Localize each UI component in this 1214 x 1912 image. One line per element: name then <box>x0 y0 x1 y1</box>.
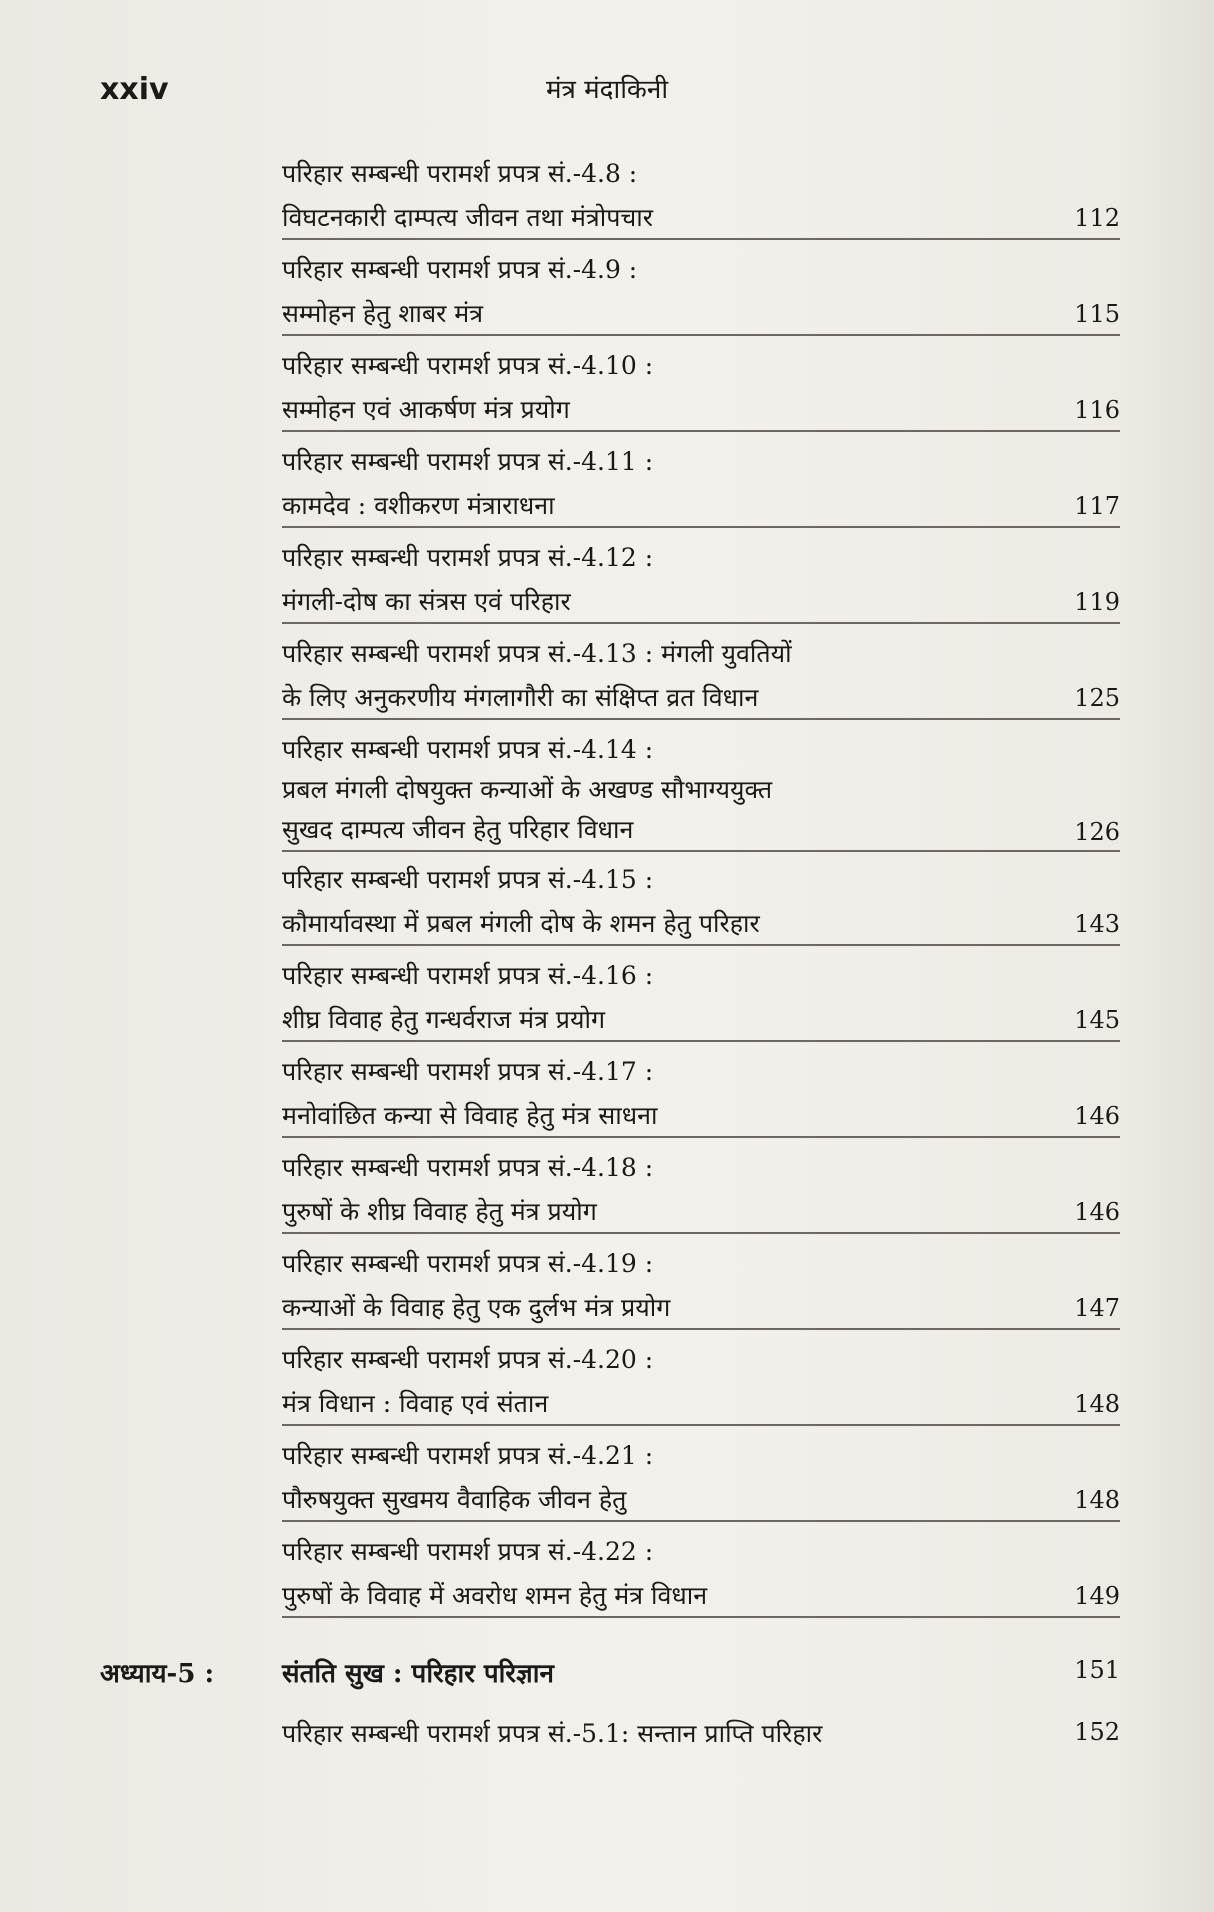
toc-entry <box>0 342 1214 438</box>
chapter-label: अध्याय-5 : <box>100 1659 215 1689</box>
divider <box>282 526 1120 528</box>
divider <box>282 1424 1120 1426</box>
entry-heading: परिहार सम्बन्धी परामर्श प्रपत्र सं.-4.22 : <box>282 1537 654 1566</box>
divider <box>282 944 1120 946</box>
entry-heading: परिहार सम्बन्धी परामर्श प्रपत्र सं.-4.13 : मंगली युवतियों <box>282 639 792 668</box>
entry-heading: परिहार सम्बन्धी परामर्श प्रपत्र सं.-4.16 : <box>282 961 654 990</box>
entry-title: मंत्र विधान : विवाह एवं संतान <box>282 1389 549 1418</box>
entry-title: प्रबल मंगली दोषयुक्त कन्याओं के अखण्ड सौभाग्ययुक्त <box>282 775 773 804</box>
entry-heading: परिहार सम्बन्धी परामर्श प्रपत्र सं.-4.21 : <box>282 1441 654 1470</box>
divider <box>282 1328 1120 1330</box>
entry-heading: परिहार सम्बन्धी परामर्श प्रपत्र सं.-4.10 : <box>282 351 654 380</box>
entry-title: मनोवांछित कन्या से विवाह हेतु मंत्र साधना <box>282 1101 658 1130</box>
entry-heading: परिहार सम्बन्धी परामर्श प्रपत्र सं.-4.9 : <box>282 255 638 284</box>
divider <box>282 850 1120 852</box>
entry-page-number: 125 <box>1074 684 1120 712</box>
entry-page-number: 148 <box>1074 1486 1120 1514</box>
entry-title-continued: सुखद दाम्पत्य जीवन हेतु परिहार विधान <box>282 815 634 844</box>
divider <box>282 1232 1120 1234</box>
entry-page-number: 116 <box>1074 396 1120 424</box>
entry-page-number: 119 <box>1074 588 1120 616</box>
toc-entry <box>0 1240 1214 1336</box>
entry-page-number: 148 <box>1074 1390 1120 1418</box>
toc-entry <box>0 1336 1214 1432</box>
entry-title: कन्याओं के विवाह हेतु एक दुर्लभ मंत्र प्रयोग <box>282 1293 671 1322</box>
entry-page-number: 112 <box>1074 204 1120 232</box>
entry-heading: परिहार सम्बन्धी परामर्श प्रपत्र सं.-4.8 : <box>282 159 638 188</box>
divider <box>282 238 1120 240</box>
divider <box>282 430 1120 432</box>
entry-page-number: 126 <box>1074 818 1120 846</box>
entry-title: पौरुषयुक्त सुखमय वैवाहिक जीवन हेतु <box>282 1485 627 1514</box>
toc-entry <box>0 438 1214 534</box>
divider <box>282 334 1120 336</box>
entry-page-number: 146 <box>1074 1102 1120 1130</box>
divider <box>282 622 1120 624</box>
toc-entry <box>0 534 1214 630</box>
entry-title: विघटनकारी दाम्पत्य जीवन तथा मंत्रोपचार <box>282 203 653 232</box>
divider <box>282 1616 1120 1618</box>
entry-heading: परिहार सम्बन्धी परामर्श प्रपत्र सं.-5.1: सन्तान प्राप्ति परिहार <box>282 1719 823 1748</box>
divider <box>282 1136 1120 1138</box>
entry-title: सम्मोहन हेतु शाबर मंत्र <box>282 299 484 328</box>
entry-title: सम्मोहन एवं आकर्षण मंत्र प्रयोग <box>282 395 570 424</box>
page-number-header: xxiv <box>100 72 169 107</box>
chapter-heading <box>0 1646 1214 1716</box>
entry-heading: परिहार सम्बन्धी परामर्श प्रपत्र सं.-4.12 : <box>282 543 654 572</box>
entry-page-number: 146 <box>1074 1198 1120 1226</box>
entry-page-number: 143 <box>1074 910 1120 938</box>
running-title: मंत्र मंदाकिनी <box>545 75 669 105</box>
toc-entry <box>0 1048 1214 1144</box>
divider <box>282 1040 1120 1042</box>
entry-title: पुरुषों के विवाह में अवरोध शमन हेतु मंत्र विधान <box>282 1581 708 1610</box>
entry-page-number: 149 <box>1074 1582 1120 1610</box>
entry-heading: परिहार सम्बन्धी परामर्श प्रपत्र सं.-4.11 : <box>282 447 654 476</box>
entry-page-number: 152 <box>1074 1718 1120 1746</box>
entry-title: के लिए अनुकरणीय मंगलागौरी का संक्षिप्त व्रत विधान <box>282 683 759 712</box>
entry-heading: परिहार सम्बन्धी परामर्श प्रपत्र सं.-4.17 : <box>282 1057 654 1086</box>
divider <box>282 1520 1120 1522</box>
table-of-contents <box>0 150 1214 1776</box>
entry-page-number: 115 <box>1074 300 1120 328</box>
entry-title: कौमार्यावस्था में प्रबल मंगली दोष के शमन हेतु परिहार <box>282 909 760 938</box>
entry-title: कामदेव : वशीकरण मंत्राराधना <box>282 491 555 520</box>
toc-entry <box>0 150 1214 246</box>
toc-entry <box>0 1144 1214 1240</box>
entry-page-number: 117 <box>1074 492 1120 520</box>
entry-heading: परिहार सम्बन्धी परामर्श प्रपत्र सं.-4.18 : <box>282 1153 654 1182</box>
toc-entry <box>0 246 1214 342</box>
chapter-page-number: 151 <box>1074 1656 1120 1684</box>
toc-entry <box>0 726 1214 856</box>
toc-entry <box>0 856 1214 952</box>
toc-entry <box>0 952 1214 1048</box>
divider <box>282 718 1120 720</box>
entry-page-number: 145 <box>1074 1006 1120 1034</box>
entry-title: मंगली-दोष का संत्रस एवं परिहार <box>282 587 571 616</box>
chapter-title: संतति सुख : परिहार परिज्ञान <box>282 1659 554 1689</box>
entry-page-number: 147 <box>1074 1294 1120 1322</box>
toc-entry <box>0 1528 1214 1624</box>
entry-title: पुरुषों के शीघ्र विवाह हेतु मंत्र प्रयोग <box>282 1197 597 1226</box>
entry-heading: परिहार सम्बन्धी परामर्श प्रपत्र सं.-4.20 : <box>282 1345 654 1374</box>
toc-entry <box>0 1432 1214 1528</box>
entry-title: शीघ्र विवाह हेतु गन्धर्वराज मंत्र प्रयोग <box>282 1005 606 1034</box>
entry-heading: परिहार सम्बन्धी परामर्श प्रपत्र सं.-4.15 : <box>282 865 654 894</box>
entry-heading: परिहार सम्बन्धी परामर्श प्रपत्र सं.-4.14 : <box>282 735 654 764</box>
toc-entry <box>0 630 1214 726</box>
toc-entry <box>0 1716 1214 1776</box>
entry-heading: परिहार सम्बन्धी परामर्श प्रपत्र सं.-4.19 : <box>282 1249 654 1278</box>
